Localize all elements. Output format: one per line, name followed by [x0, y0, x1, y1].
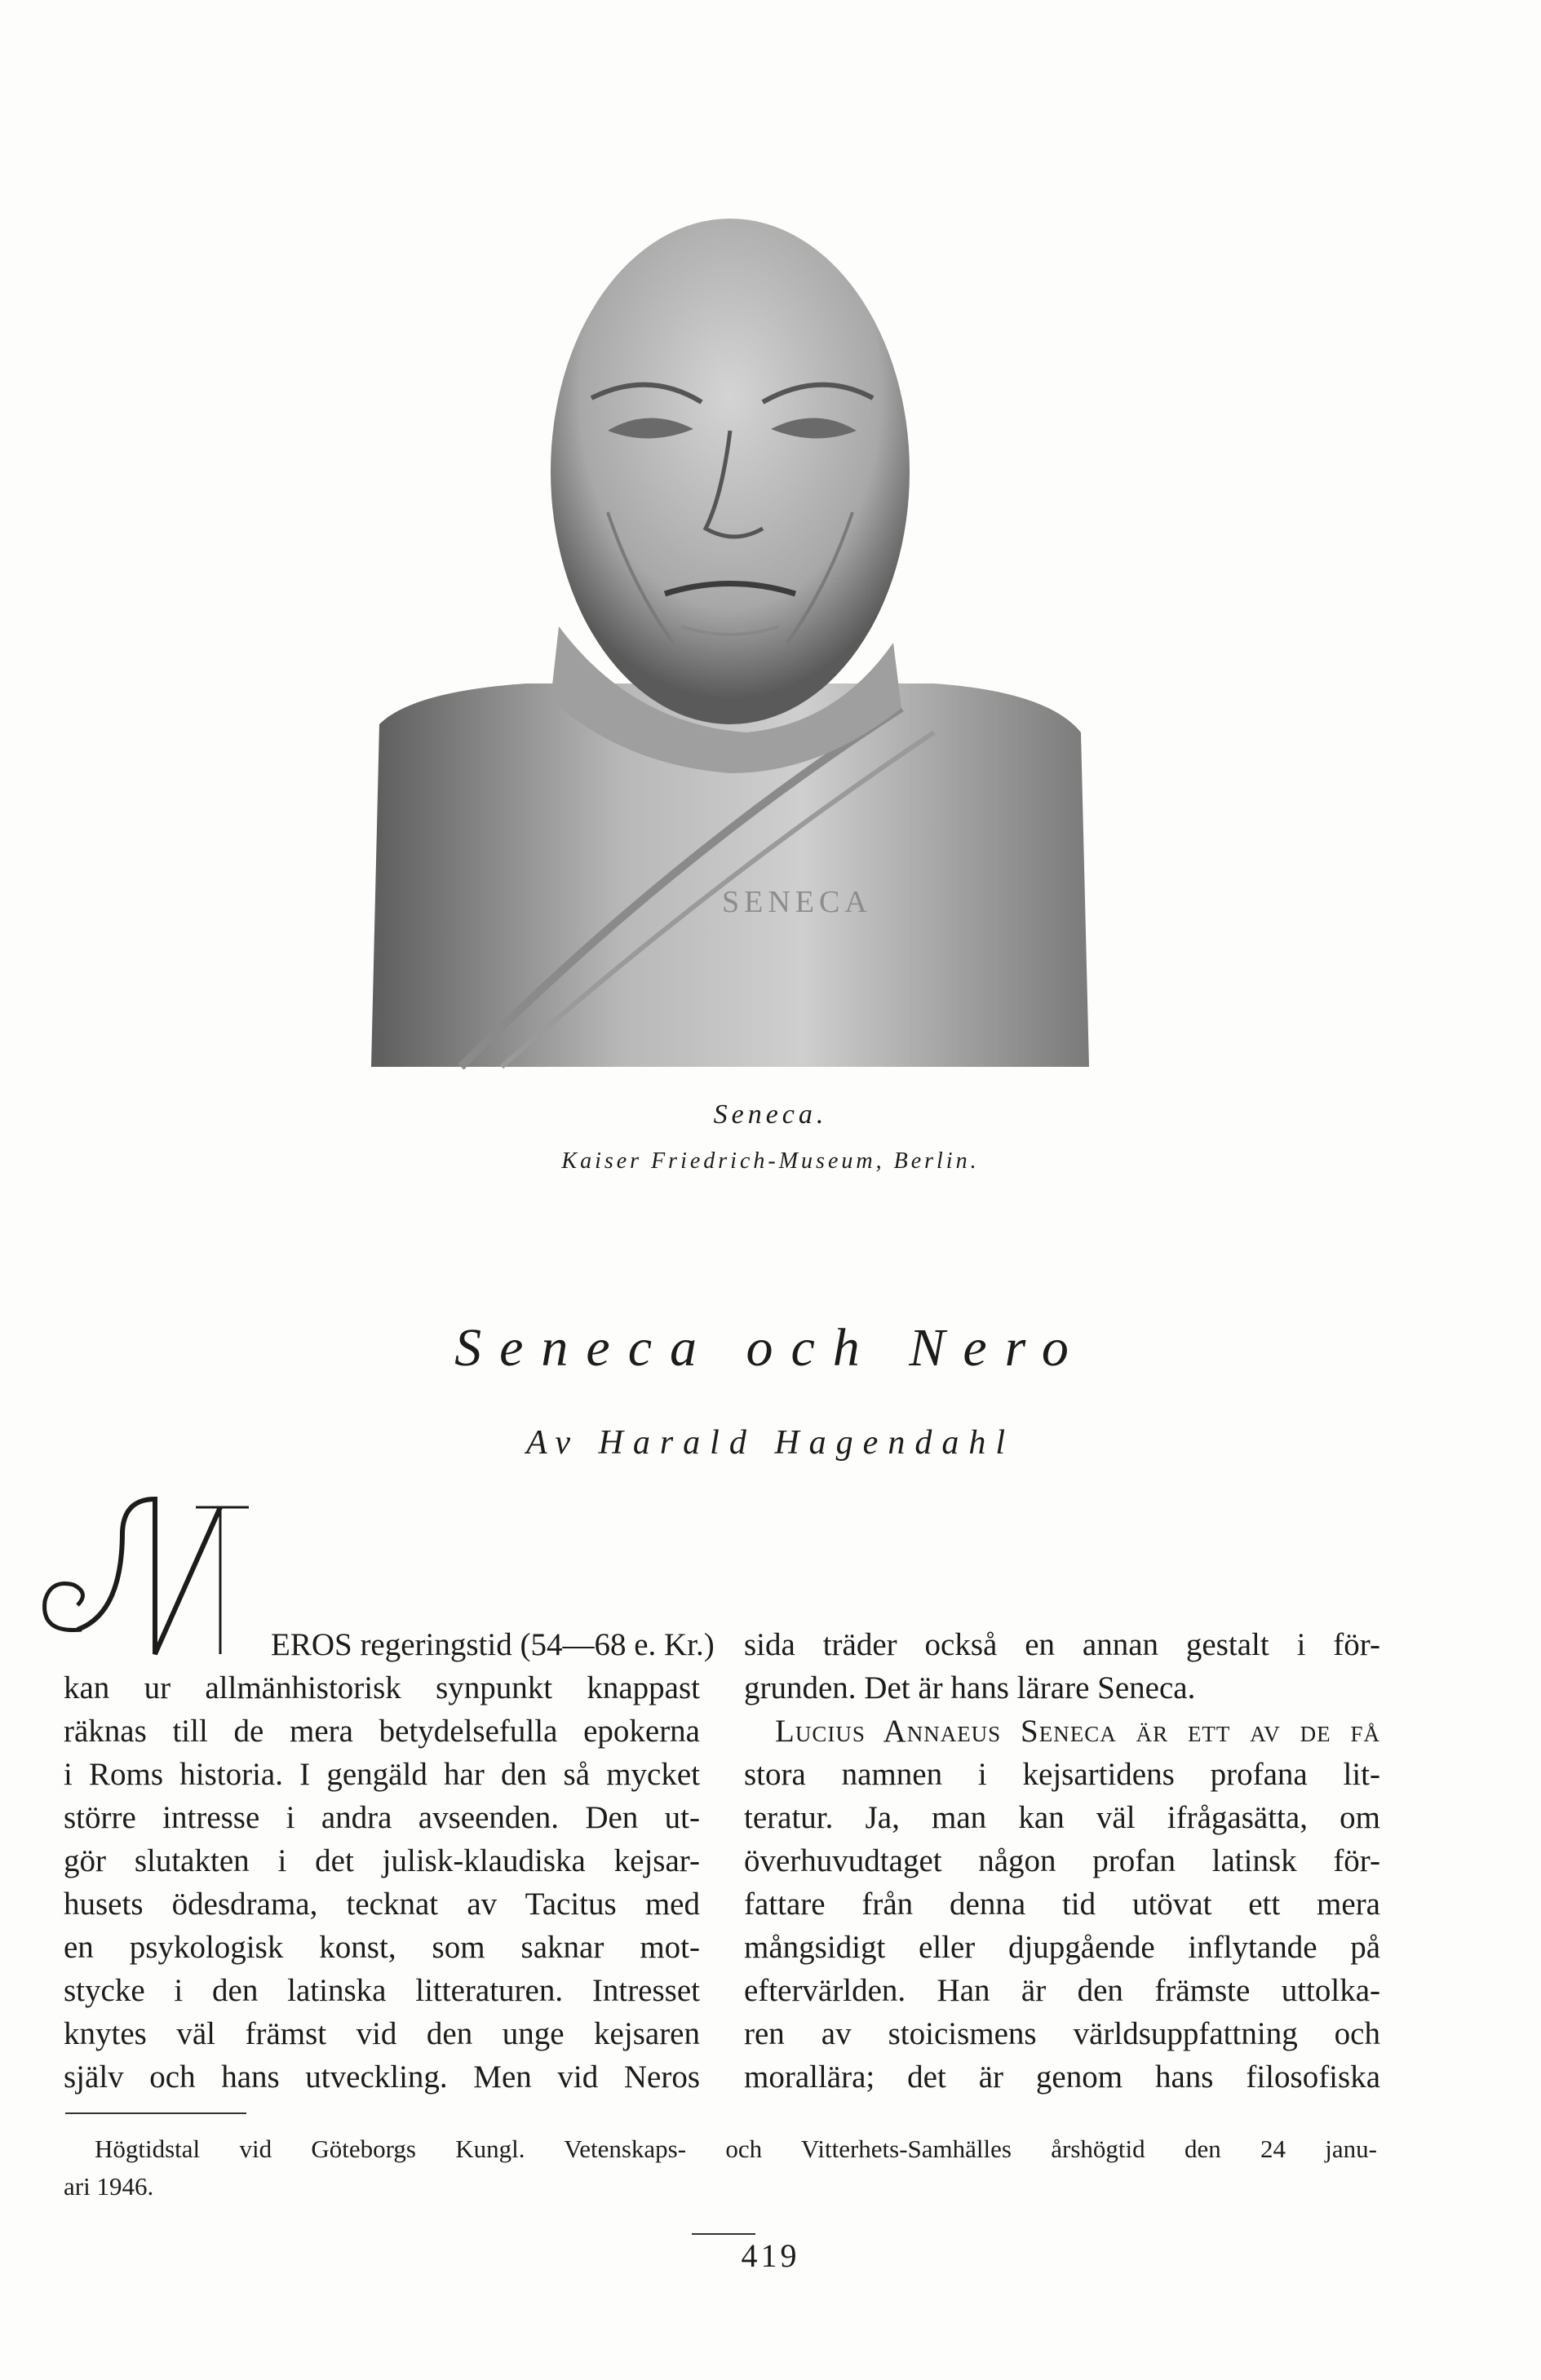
left-column — [64, 1623, 715, 2099]
right-line-5: teratur. Ja, man kan väl ifrågasätta, om — [744, 1800, 1380, 1835]
svg-text:SENECA: SENECA — [722, 885, 872, 919]
left-line-3: räknas till de mera betydelsefulla epokerna — [64, 1714, 700, 1749]
right-line-3: Lucius Annaeus Seneca är ett av de få — [775, 1714, 1380, 1749]
footnote-line-1: Högtidstal vid Göteborgs Kungl. Vetenskaps- och Vitterhets-Samhälles årshögtid den 24 janu- — [95, 2134, 1377, 2163]
right-line-6: överhuvudtaget någon profan latinsk för- — [744, 1843, 1380, 1878]
left-line-10: knytes väl främst vid den unge kejsaren — [64, 2016, 700, 2051]
right-line-10: ren av stoicismens världsuppfattning och — [744, 2016, 1380, 2051]
figure-caption-subtitle: Kaiser Friedrich-Museum, Berlin. — [561, 1148, 980, 1174]
page-number: 419 — [741, 2237, 800, 2274]
right-column — [744, 1623, 1380, 2099]
left-line-11: själv och hans utveckling. Men vid Neros — [64, 2059, 700, 2095]
page-number-rule — [692, 2233, 755, 2235]
right-line-8: mångsidigt eller djupgående inflytande på — [744, 1930, 1380, 1965]
left-line-4: i Roms historia. I gengäld har den så mycket — [64, 1757, 700, 1792]
footnote-divider — [65, 2112, 246, 2114]
footnote-line-2: ari 1946. — [64, 2172, 154, 2201]
right-line-11: morallära; det är genom hans filosofiska — [744, 2059, 1380, 2095]
footnote — [64, 2130, 1377, 2205]
left-line-5: större intresse i andra avseenden. Den ut- — [64, 1800, 700, 1835]
figure-caption-title: Seneca. — [713, 1099, 828, 1130]
seneca-bust-photo — [363, 202, 1102, 1081]
right-line-9: eftervärlden. Han är den främste uttolka- — [744, 1973, 1380, 2008]
left-line-7: husets ödesdrama, tecknat av Tacitus med — [64, 1887, 700, 1922]
right-line-2: grunden. Det är hans lärare Seneca. — [744, 1670, 1196, 1705]
right-line-4: stora namnen i kejsartidens profana lit- — [744, 1757, 1380, 1792]
left-line-6: gör slutakten i det julisk-klaudiska kejsar- — [64, 1843, 700, 1878]
left-line-1: EROS regeringstid (54—68 e. Kr.) — [271, 1627, 715, 1662]
left-line-8: en psykologisk konst, som saknar mot- — [64, 1930, 700, 1965]
left-line-2: kan ur allmänhistorisk synpunkt knappast — [64, 1670, 700, 1705]
left-line-9: stycke i den latinska litteraturen. Intresset — [64, 1973, 700, 2008]
right-line-7: fattare från denna tid utövat ett mera — [744, 1887, 1380, 1922]
article-byline: Av Harald Hagendahl — [526, 1424, 1015, 1462]
article-title: Seneca och Nero — [454, 1318, 1087, 1378]
right-line-1: sida träder också en annan gestalt i för- — [744, 1627, 1380, 1662]
